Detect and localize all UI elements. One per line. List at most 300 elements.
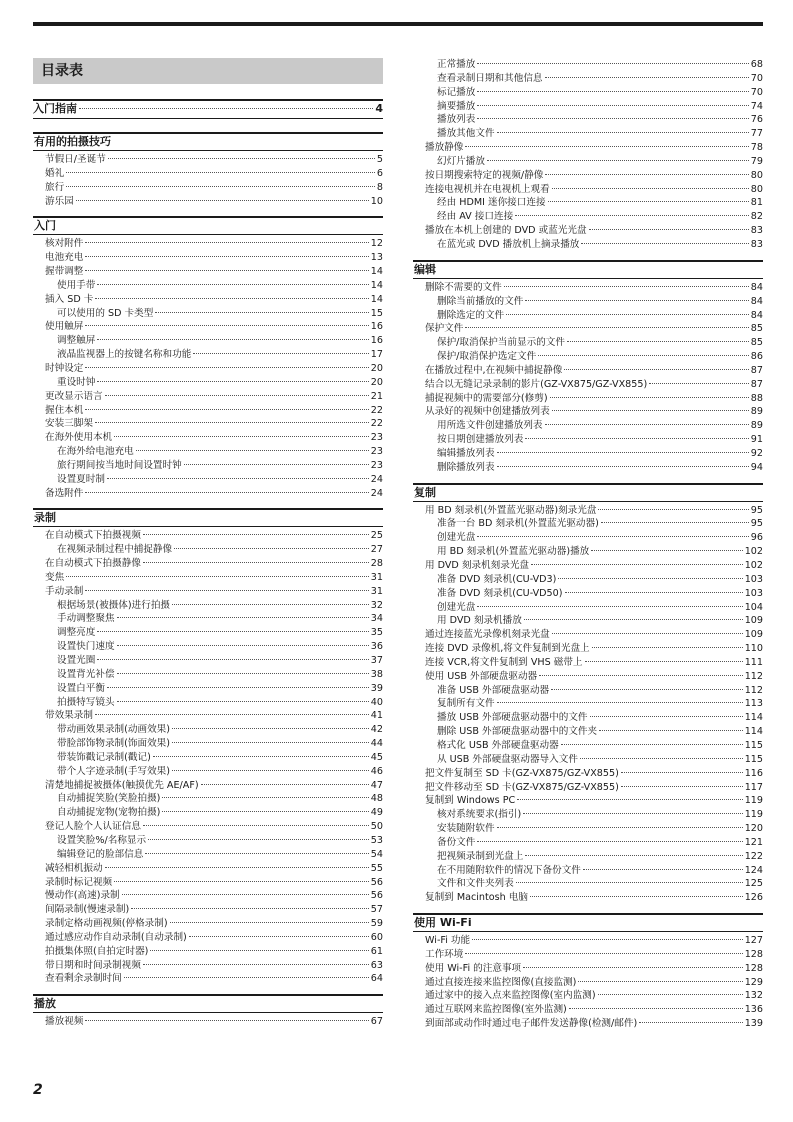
toc-entry[interactable] [413, 614, 763, 628]
toc-entry-page: 84 [750, 295, 763, 307]
dot-leader [465, 953, 742, 954]
toc-entry[interactable] [413, 447, 763, 461]
dot-leader [117, 617, 369, 618]
toc-entry[interactable] [413, 628, 763, 642]
toc-entry-page: 53 [370, 834, 383, 846]
section-heading[interactable]: 入门 [33, 216, 383, 235]
toc-entry[interactable] [413, 72, 763, 86]
dot-leader [105, 395, 369, 396]
toc-entry[interactable] [413, 504, 763, 518]
toc-entry[interactable] [413, 281, 763, 295]
toc-entry[interactable] [413, 141, 763, 155]
toc-entry[interactable] [33, 848, 383, 862]
toc-entry-title: 播放其他文件 [437, 128, 495, 140]
toc-entry[interactable] [413, 587, 763, 601]
toc-entry-page: 112 [744, 670, 763, 682]
dot-leader [172, 728, 369, 729]
dot-leader [561, 744, 743, 745]
toc-entry-page: 94 [750, 461, 763, 473]
dot-leader [552, 410, 749, 411]
section-heading[interactable]: 有用的拍摄技巧 [33, 132, 383, 151]
toc-entry-page: 104 [744, 601, 763, 613]
toc-entry-title: 播放静像 [425, 142, 464, 154]
toc-entry-page: 85 [750, 337, 763, 349]
toc-entry-title: 通过互联网来监控图像(室外监测) [425, 1004, 567, 1016]
toc-entry[interactable] [33, 167, 383, 181]
toc-entry[interactable] [413, 531, 763, 545]
toc-entry[interactable] [33, 334, 383, 348]
toc-entry-title: Wi-Fi 功能 [425, 935, 471, 947]
toc-entry-title: 婚礼 [45, 167, 65, 179]
toc-entry-title: 变焦 [45, 571, 65, 583]
toc-entry-page: 23 [370, 432, 383, 444]
toc-entry-title: 登记人脸个人认证信息 [45, 821, 141, 833]
toc-entry-title: 录制定格动画视频(停格录制) [45, 918, 168, 930]
section-heading[interactable]: 使用 Wi-Fi [413, 913, 763, 932]
toc-entry[interactable] [33, 876, 383, 890]
toc-entry-title: 文件和文件夹列表 [437, 878, 514, 890]
toc-entry-title: 在播放过程中,在视频中捕捉静像 [425, 364, 563, 376]
section-heading[interactable]: 编辑 [413, 260, 763, 279]
toc-entry[interactable] [33, 307, 383, 321]
toc-entry-title: 可以使用的 SD 卡类型 [57, 307, 154, 319]
toc-entry-title: 带装饰戳记录制(戳记) [57, 751, 151, 763]
toc-entry-page: 34 [370, 613, 383, 625]
toc-entry[interactable] [413, 822, 763, 836]
dot-leader [621, 786, 743, 787]
dot-leader [580, 758, 743, 759]
dot-leader [639, 1022, 743, 1023]
toc-entry-title: 录制时标记视频 [45, 876, 113, 888]
toc-entry-title: 带脸部饰物录制(饰面效果) [57, 738, 171, 750]
toc-entry[interactable] [33, 682, 383, 696]
toc-entry-title: 更改显示语言 [45, 390, 103, 402]
toc-entry-title: 调整触屏 [57, 335, 96, 347]
toc-entry-title: 经由 AV 接口连接 [437, 211, 514, 223]
toc-entry[interactable] [33, 348, 383, 362]
toc-entry[interactable] [33, 153, 383, 167]
toc-entry-title: 用所选文件创建播放列表 [437, 420, 543, 432]
toc-entry-title: 设置笑脸%/名称显示 [57, 834, 147, 846]
dot-leader [472, 939, 743, 940]
dot-leader [162, 811, 368, 812]
toc-entry[interactable] [413, 976, 763, 990]
toc-entry[interactable] [413, 127, 763, 141]
toc-entry-title: 带日期和时间录制视频 [45, 959, 141, 971]
dot-leader [504, 286, 749, 287]
toc-entry[interactable] [413, 808, 763, 822]
toc-entry-page: 102 [744, 560, 763, 571]
toc-entry[interactable] [413, 86, 763, 100]
toc-entry-title: 播放视频 [45, 1016, 84, 1028]
toc-entry-page: 59 [370, 918, 383, 930]
toc-entry[interactable] [413, 1017, 763, 1031]
toc-entry-page: 117 [744, 781, 763, 793]
toc-entry-page: 128 [744, 948, 763, 960]
toc-entry-page: 87 [750, 378, 763, 390]
dot-leader [551, 689, 743, 690]
toc-entry[interactable] [413, 962, 763, 976]
dot-leader [95, 422, 369, 423]
section-heading[interactable]: 复制 [413, 483, 763, 502]
toc-entry-title: 用 DVD 刻录机刻录光盘 [425, 560, 530, 571]
dot-leader [184, 464, 369, 465]
dot-leader [117, 673, 369, 674]
toc-entry[interactable] [413, 433, 763, 447]
toc-intro-page: 4 [375, 102, 383, 115]
toc-entry-title: 带动画效果录制(动画效果) [57, 724, 171, 736]
toc-entry-page: 80 [750, 183, 763, 195]
dot-leader [85, 492, 368, 493]
toc-entry[interactable] [33, 362, 383, 376]
toc-entry[interactable] [33, 862, 383, 876]
toc-entry[interactable] [413, 309, 763, 323]
toc-section [413, 260, 763, 475]
toc-entry[interactable] [33, 696, 383, 710]
toc-entry-title: 设置光圈 [57, 655, 96, 666]
toc-entry[interactable] [33, 431, 383, 445]
dot-leader [497, 702, 743, 703]
toc-entry[interactable] [33, 834, 383, 848]
dot-leader [545, 174, 748, 175]
dot-leader [487, 160, 749, 161]
toc-entry[interactable] [413, 989, 763, 1003]
toc-entry[interactable] [33, 265, 383, 279]
dot-leader [114, 881, 369, 882]
toc-entry[interactable] [413, 58, 763, 72]
toc-entry-page: 39 [370, 682, 383, 694]
toc-entry-page: 103 [744, 573, 763, 585]
toc-entry-title: 捕捉视频中的需要部分(修剪) [425, 392, 548, 404]
toc-entry[interactable] [33, 723, 383, 737]
dot-leader [649, 383, 749, 384]
toc-entry[interactable] [413, 670, 763, 684]
toc-entry-title: 准备 USB 外部硬盘驱动器 [437, 684, 550, 696]
toc-entry[interactable] [33, 529, 383, 543]
toc-entry-page: 54 [370, 848, 383, 860]
toc-entry[interactable] [413, 517, 763, 531]
toc-entry-page: 8 [376, 181, 383, 193]
toc-right-column [413, 58, 763, 1039]
toc-entry[interactable] [413, 656, 763, 670]
toc-entry[interactable] [33, 820, 383, 834]
toc-entry[interactable] [33, 779, 383, 793]
toc-entry-page: 55 [370, 862, 383, 874]
toc-entry[interactable] [413, 405, 763, 419]
toc-entry-page: 139 [744, 1018, 763, 1030]
toc-entry-title: 电池充电 [45, 252, 84, 264]
dot-leader [153, 756, 369, 757]
toc-entry-page: 16 [370, 321, 383, 333]
toc-entry-page: 24 [370, 473, 383, 485]
toc-entry-title: 按日期搜索特定的视频/静像 [425, 169, 544, 181]
toc-entry-title: 拍摄集体照(自拍定时器) [45, 945, 149, 957]
toc-entry[interactable] [33, 765, 383, 779]
toc-entry[interactable] [413, 113, 763, 127]
toc-entry-page: 67 [370, 1016, 383, 1028]
toc-entry[interactable] [33, 640, 383, 654]
section-heading[interactable]: 录制 [33, 508, 383, 527]
toc-entry[interactable] [413, 224, 763, 238]
toc-entry[interactable] [33, 571, 383, 585]
dot-leader [497, 466, 749, 467]
toc-entry[interactable] [413, 169, 763, 183]
toc-entry[interactable] [33, 445, 383, 459]
toc-entry[interactable] [413, 697, 763, 711]
dot-leader [189, 936, 369, 937]
dot-leader [578, 981, 742, 982]
toc-entry[interactable] [413, 100, 763, 114]
dot-leader [525, 438, 748, 439]
toc-entry[interactable] [413, 601, 763, 615]
toc-section [33, 508, 383, 986]
toc-entry-page: 22 [370, 418, 383, 430]
toc-entry-page: 85 [750, 323, 763, 335]
toc-entry-title: 核对系统要求(指引) [437, 809, 522, 821]
dot-leader [548, 201, 749, 202]
dot-leader [143, 562, 369, 563]
toc-entry[interactable] [413, 794, 763, 808]
dot-leader [525, 855, 742, 856]
toc-entry-title: 通过直接连接来监控图像(直接监测) [425, 976, 577, 988]
toc-entry[interactable] [33, 654, 383, 668]
toc-entry-page: 115 [744, 739, 763, 751]
dot-leader [569, 1008, 743, 1009]
toc-entry-page: 86 [750, 351, 763, 363]
toc-entry-title: 在视频录制过程中捕捉静像 [57, 544, 173, 556]
toc-entry-title: 创建光盘 [437, 532, 476, 544]
toc-entry[interactable] [33, 972, 383, 986]
toc-entry[interactable] [413, 350, 763, 364]
dot-leader [174, 548, 369, 549]
toc-entry-page: 128 [744, 962, 763, 974]
toc-entry-page: 23 [370, 446, 383, 458]
toc-entry[interactable] [413, 753, 763, 767]
toc-entry[interactable] [33, 320, 383, 334]
toc-entry-title: 把文件复制至 SD 卡(GZ-VX875/GZ-VX855) [425, 767, 619, 779]
toc-entry[interactable] [33, 612, 383, 626]
dot-leader [108, 158, 375, 159]
section-heading[interactable]: 播放 [33, 994, 383, 1013]
toc-entry-title: 按日期创建播放列表 [437, 434, 524, 446]
toc-entry[interactable] [33, 585, 383, 599]
dot-leader [97, 284, 368, 285]
toc-entry-title: 根据场景(被摄体)进行拍摄 [57, 599, 171, 611]
toc-entry-page: 110 [744, 643, 763, 655]
toc-left-column [33, 58, 383, 1037]
toc-entry-title: 自动捕捉宠物(宠物拍摄) [57, 807, 161, 819]
toc-entry-title: 删除当前播放的文件 [437, 295, 524, 307]
toc-entry[interactable] [33, 626, 383, 640]
toc-entry[interactable] [413, 891, 763, 905]
toc-entry[interactable] [413, 739, 763, 753]
toc-entry[interactable] [33, 293, 383, 307]
toc-entry[interactable] [413, 781, 763, 795]
toc-entry-page: 16 [370, 335, 383, 347]
toc-entry[interactable] [413, 1003, 763, 1017]
toc-entry[interactable] [33, 945, 383, 959]
toc-entry-title: 删除播放列表 [437, 461, 495, 473]
toc-entry-page: 126 [744, 892, 763, 904]
dot-leader [136, 450, 369, 451]
toc-entry[interactable] [413, 364, 763, 378]
dot-leader [598, 509, 748, 510]
toc-entry[interactable] [413, 210, 763, 224]
dot-leader [545, 424, 749, 425]
toc-entry-page: 38 [370, 668, 383, 680]
toc-entry[interactable] [413, 864, 763, 878]
toc-entry[interactable] [413, 155, 763, 169]
toc-entry-page: 42 [370, 724, 383, 736]
toc-entry[interactable] [33, 279, 383, 293]
toc-entry[interactable] [33, 806, 383, 820]
toc-entry-page: 103 [744, 587, 763, 599]
toc-entry-title: 设置夏时制 [57, 473, 105, 485]
toc-entry-page: 89 [750, 406, 763, 418]
toc-entry[interactable] [33, 459, 383, 473]
toc-entry[interactable] [413, 850, 763, 864]
toc-entry-title: 通过感应动作自动录制(自动录制) [45, 931, 187, 943]
dot-leader [148, 839, 369, 840]
dot-leader [524, 619, 743, 620]
toc-entry[interactable] [413, 196, 763, 210]
toc-entry[interactable] [413, 419, 763, 433]
toc-entry-page: 31 [370, 585, 383, 597]
toc-entry[interactable] [33, 599, 383, 613]
toc-entry-title: 创建光盘 [437, 601, 476, 613]
toc-entry[interactable] [33, 889, 383, 903]
toc-entry-title: 带效果录制 [45, 710, 93, 722]
toc-entry-page: 88 [750, 392, 763, 404]
toc-entry[interactable] [33, 931, 383, 945]
toc-entry-page: 109 [744, 629, 763, 641]
toc-entry[interactable] [33, 181, 383, 195]
toc-entry-page: 113 [744, 698, 763, 710]
toc-entry[interactable] [413, 725, 763, 739]
toc-entry[interactable] [33, 376, 383, 390]
dot-leader [477, 841, 742, 842]
toc-entry-title: 复制到 Macintosh 电脑 [425, 892, 528, 904]
toc-entry[interactable] [413, 295, 763, 309]
dot-leader [85, 409, 368, 410]
toc-entry[interactable] [33, 237, 383, 251]
toc-entry[interactable] [33, 903, 383, 917]
toc-intro-entry[interactable] [33, 99, 383, 119]
toc-entry[interactable] [33, 473, 383, 487]
toc-entry[interactable] [413, 461, 763, 475]
toc-entry-title: 在蓝光或 DVD 播放机上摘录播放 [437, 238, 580, 250]
toc-entry-title: 把文件移动至 SD 卡(GZ-VX875/GZ-VX855) [425, 781, 619, 793]
dot-leader [145, 853, 368, 854]
toc-entry-title: 编辑登记的脸部信息 [57, 848, 144, 860]
toc-entry-page: 92 [750, 447, 763, 459]
toc-entry[interactable] [33, 487, 383, 501]
toc-entry[interactable] [33, 417, 383, 431]
dot-leader [583, 869, 743, 870]
toc-entry-title: 重设时钟 [57, 376, 96, 388]
toc-entry[interactable] [33, 404, 383, 418]
dot-leader [97, 381, 368, 382]
toc-entry-title: 正常播放 [437, 59, 476, 70]
toc-entry[interactable] [33, 959, 383, 973]
toc-entry[interactable] [413, 767, 763, 781]
toc-entry[interactable] [413, 322, 763, 336]
toc-entry-title: 手动调整聚焦 [57, 613, 115, 625]
toc-entry-page: 10 [370, 195, 383, 207]
toc-entry[interactable] [413, 378, 763, 392]
toc-entry[interactable] [413, 934, 763, 948]
toc-entry-title: 时钟设定 [45, 362, 84, 374]
toc-entry[interactable] [413, 573, 763, 587]
toc-entry-page: 14 [370, 293, 383, 305]
playback-continuation [413, 58, 763, 252]
toc-entry[interactable] [413, 684, 763, 698]
toc-entry[interactable] [33, 751, 383, 765]
toc-entry-page: 28 [370, 558, 383, 570]
toc-entry[interactable] [33, 668, 383, 682]
dot-leader [76, 200, 369, 201]
toc-entry[interactable] [33, 390, 383, 404]
toc-entry[interactable] [413, 559, 763, 573]
toc-entry-page: 119 [744, 809, 763, 821]
toc-entry[interactable] [33, 709, 383, 723]
toc-entry-page: 132 [744, 990, 763, 1002]
toc-entry[interactable] [33, 251, 383, 265]
toc-section [33, 994, 383, 1029]
toc-entry-title: 把视频录制到光盘上 [437, 850, 524, 862]
toc-entry-page: 27 [370, 544, 383, 556]
toc-entry-page: 84 [750, 309, 763, 321]
toc-entry[interactable] [413, 183, 763, 197]
toc-entry[interactable] [33, 195, 383, 209]
toc-entry-title: 删除 USB 外部硬盘驱动器中的文件夹 [437, 726, 598, 738]
toc-entry-page: 44 [370, 738, 383, 750]
toc-entry-page: 57 [370, 904, 383, 916]
toc-entry[interactable] [33, 557, 383, 571]
toc-entry-page: 68 [750, 59, 763, 70]
dot-leader [601, 522, 749, 523]
toc-entry[interactable] [413, 545, 763, 559]
toc-entry-title: 通过家中的接入点来监控图像(室内监测) [425, 990, 596, 1002]
toc-entry-page: 31 [370, 571, 383, 583]
toc-entry[interactable] [413, 877, 763, 891]
toc-entry-page: 109 [744, 615, 763, 627]
toc-entry-page: 82 [750, 211, 763, 223]
dot-leader [97, 631, 368, 632]
toc-entry[interactable] [413, 642, 763, 656]
toc-entry-title: 握带调整 [45, 266, 84, 278]
toc-entry[interactable] [413, 392, 763, 406]
toc-entry-title: 查看录制日期和其他信息 [437, 72, 543, 84]
toc-entry[interactable] [33, 792, 383, 806]
dot-leader [150, 950, 368, 951]
toc-entry[interactable] [413, 836, 763, 850]
dot-leader [97, 339, 368, 340]
toc-entry[interactable] [413, 336, 763, 350]
toc-entry-page: 64 [370, 973, 383, 985]
toc-entry[interactable] [413, 238, 763, 252]
toc-entry-title: 复制到 Windows PC [425, 795, 516, 807]
toc-entry[interactable] [413, 711, 763, 725]
toc-entry[interactable] [33, 737, 383, 751]
toc-entry[interactable] [33, 1015, 383, 1029]
toc-entry[interactable] [33, 917, 383, 931]
toc-entry-title: 调整亮度 [57, 627, 96, 639]
dot-leader [85, 242, 368, 243]
toc-entry[interactable] [33, 543, 383, 557]
toc-entry-title: 在不用随附软件的情况下备份文件 [437, 864, 581, 876]
toc-entry[interactable] [413, 948, 763, 962]
